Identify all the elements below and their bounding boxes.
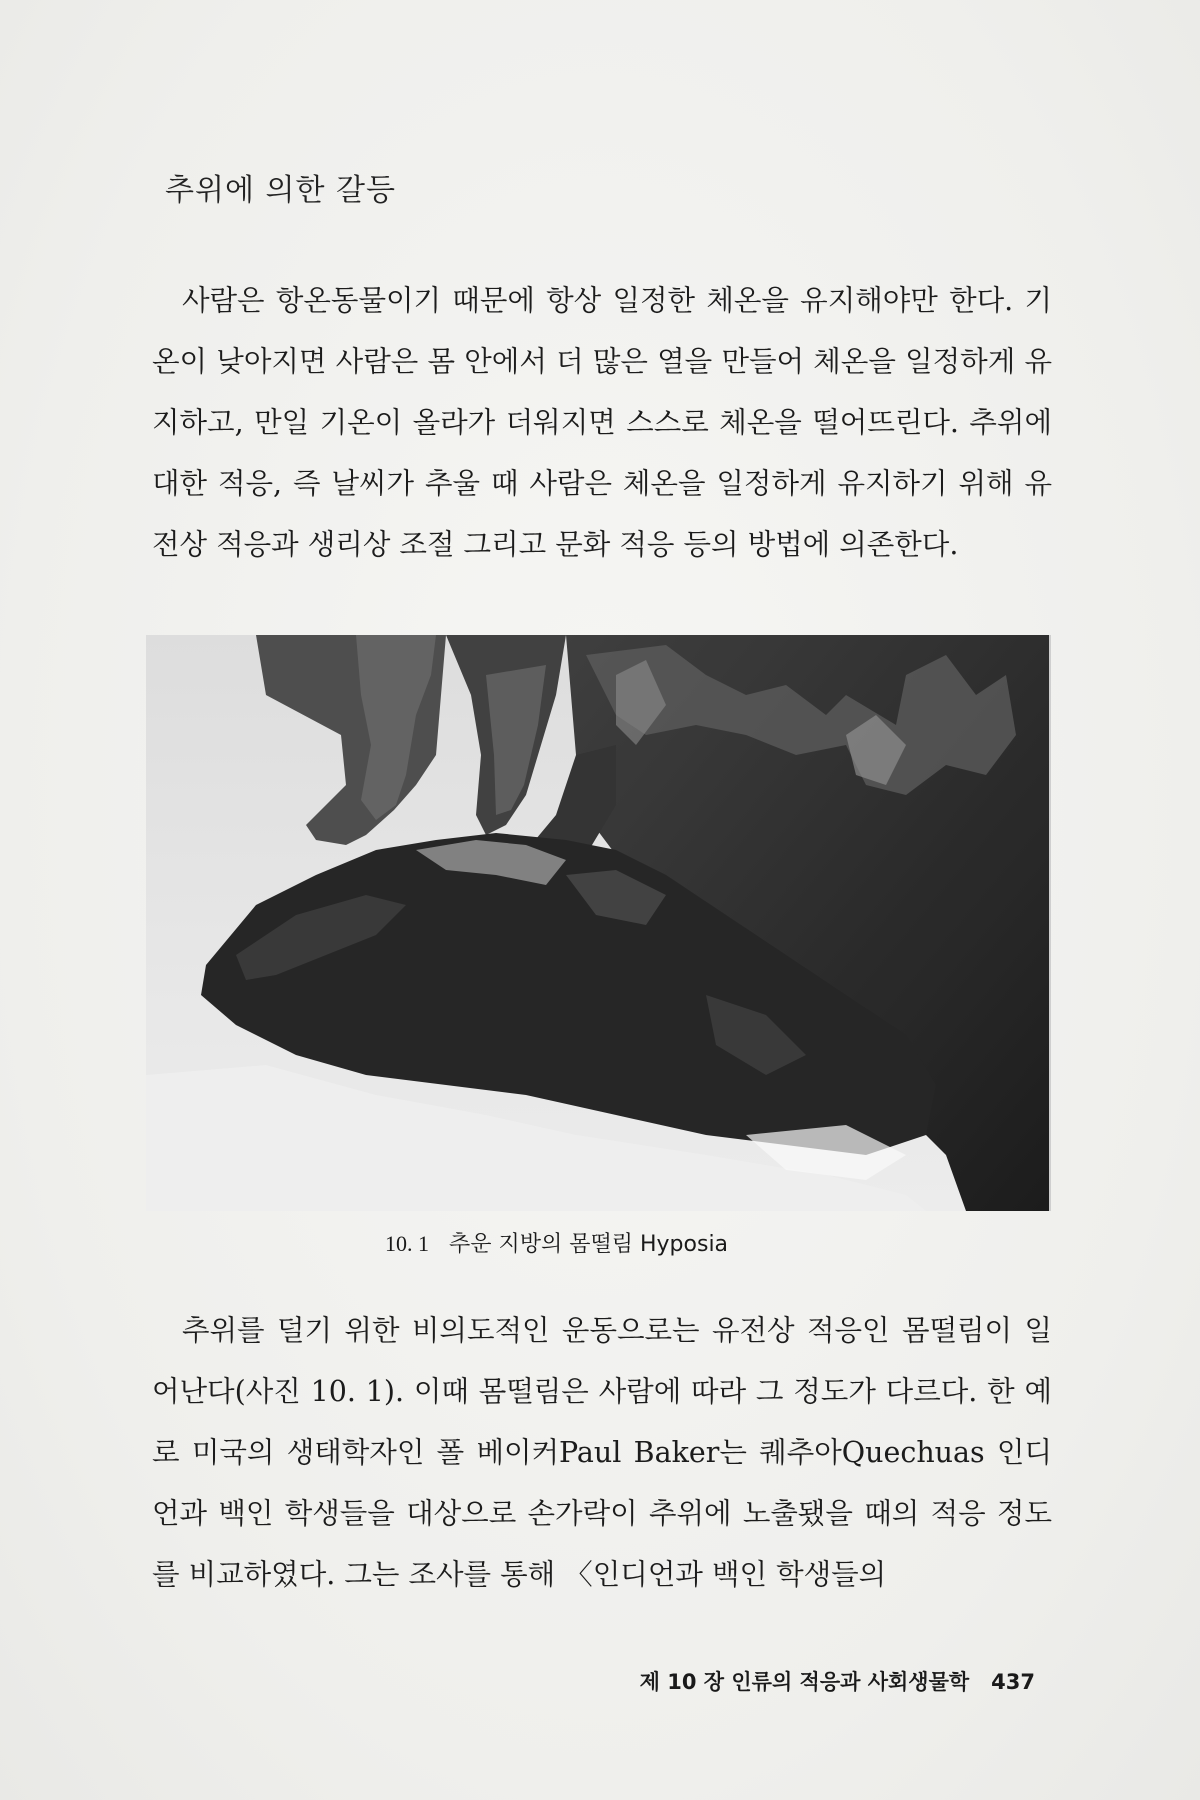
- figure-caption: [385, 1227, 728, 1258]
- page-number: 437: [991, 1670, 1035, 1694]
- section-heading: 추위에 의한 갈등: [165, 173, 396, 208]
- figure-photo: [146, 635, 1051, 1211]
- body-paragraph-1: 사람은 항온동물이기 때문에 항상 일정한 체온을 유지해야만 한다. 기온이 낮아지면 사람은 몸 안에서 더 많은 열을 만들어 체온을 일정하게 유지하고, 만일 기온이 올라가 더워지면 스스로 체온을 떨어뜨린다. 추위에 대한 적응, 즉 날씨가 추울 때 사람은 체온을 일정하게 유지하기 위해 유전상 적응과 생리상 조절 그리고 문화 적응 등의 방법에 의존한다.: [152, 284, 1052, 561]
- figure-caption-text: 추운 지방의 몸떨림 Hyposia: [449, 1232, 729, 1257]
- chapter-title: 제 10 장 인류의 적응과 사회생물학: [639, 1670, 970, 1694]
- figure-number: 10. 1: [385, 1231, 429, 1256]
- running-footer: [640, 1666, 1035, 1696]
- body-paragraph-2: 추위를 덜기 위한 비의도적인 운동으로는 유전상 적응인 몸떨림이 일어난다(사진 10. 1). 이때 몸떨림은 사람에 따라 그 정도가 다르다. 한 예로 미국의 생태학자인 폴 베이커Paul Baker는 퀘추아Quechuas 인디언과 백인 학생들을 대상으로 손가락이 추위에 노출됐을 때의 적응 정도를 비교하였다. 그는 조사를 통해 〈인디언과 백인 학생들의: [152, 1314, 1052, 1591]
